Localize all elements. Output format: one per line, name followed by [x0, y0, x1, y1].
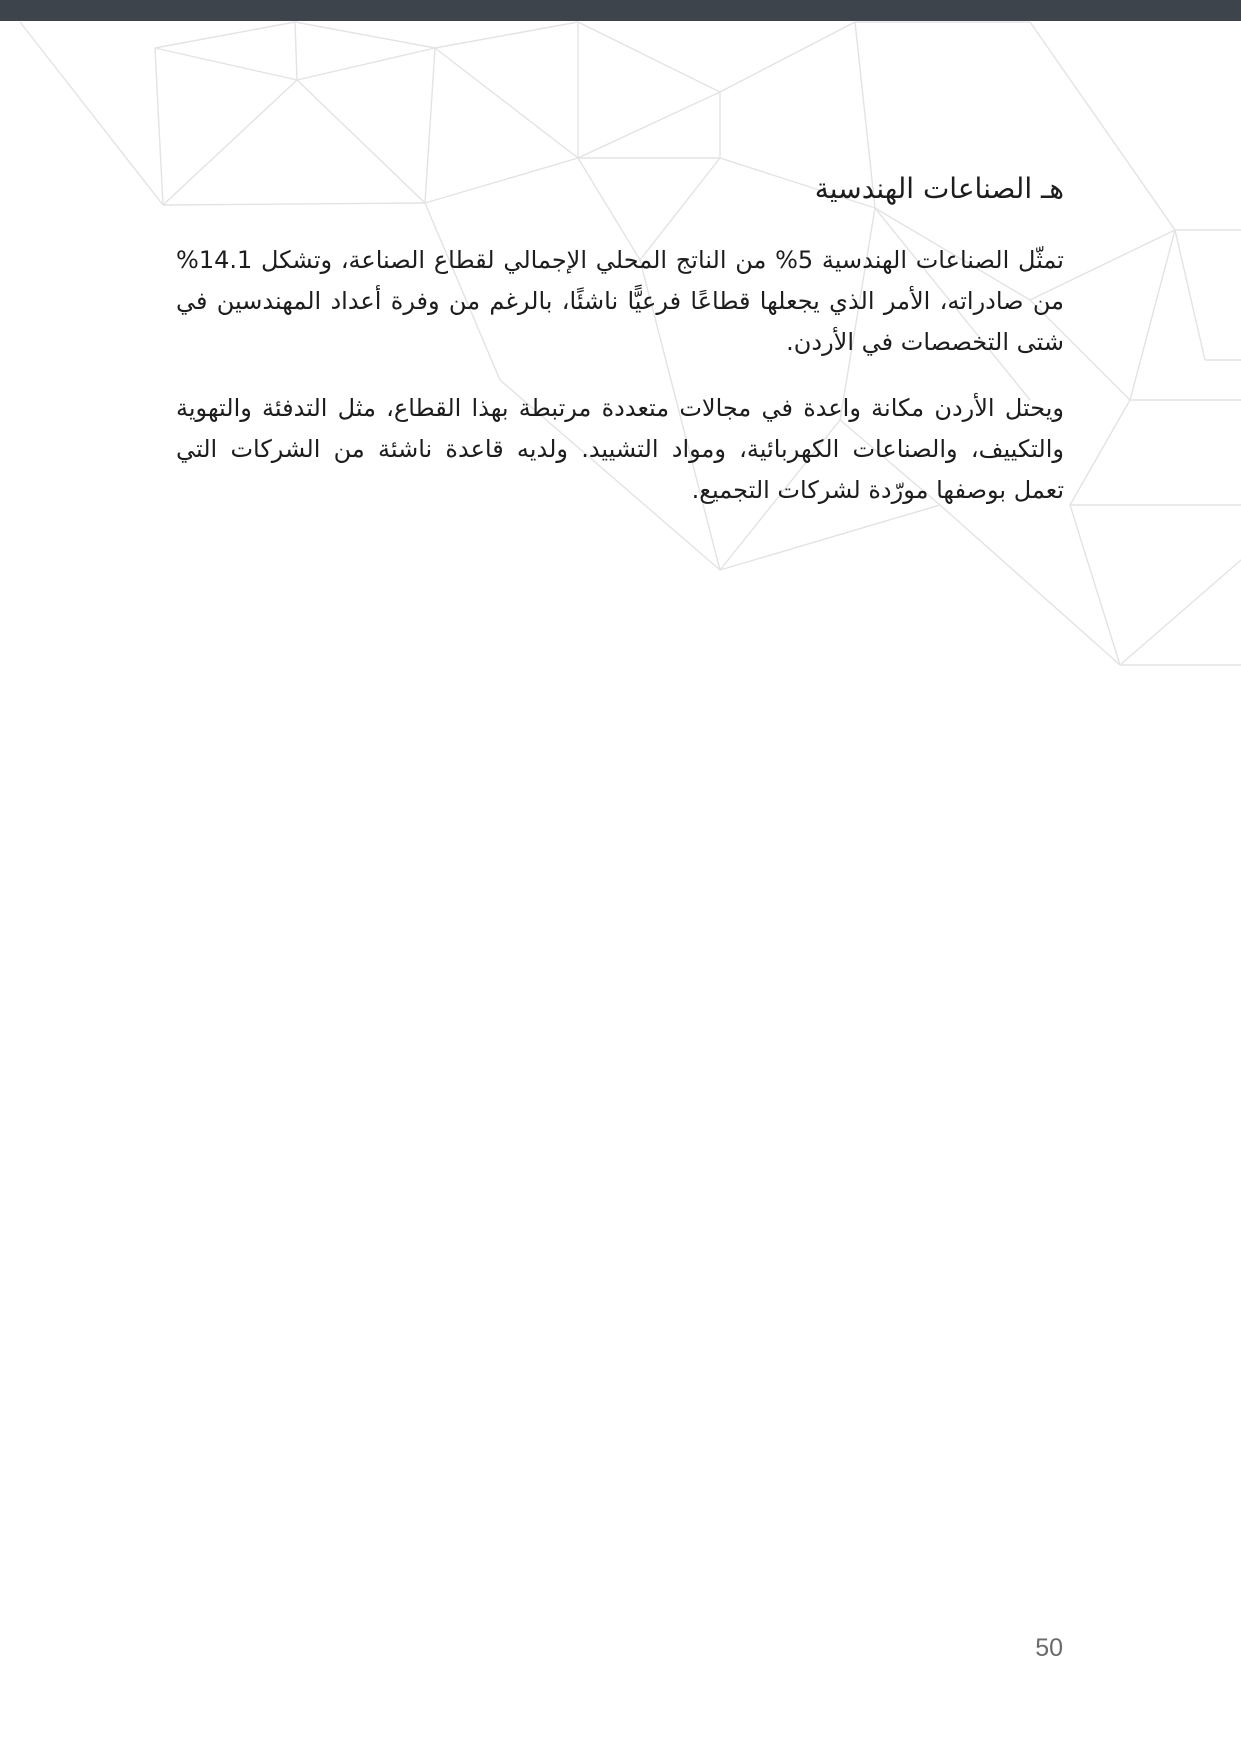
document-body [176, 162, 1064, 536]
paragraph-1: تمثّل الصناعات الهندسية 5% من الناتج المحلي الإجمالي لقطاع الصناعة، وتشكل 14.1% من صادراته، الأمر الذي يجعلها قطاعًا فرعيًّا ناشئًا، بالرغم من وفرة أعداد المهندسين في شتى التخصصات في الأردن. [176, 246, 1064, 356]
page-number: 50 [1035, 1634, 1063, 1662]
section-heading: هـ الصناعات الهندسية [814, 172, 1064, 205]
paragraph-2: ويحتل الأردن مكانة واعدة في مجالات متعددة مرتبطة بهذا القطاع، مثل التدفئة والتهوية والتكييف، والصناعات الكهربائية، ومواد التشييد. ولديه قاعدة ناشئة من الشركات التي تعمل بوصفها مورّدة لشركات التجميع. [176, 394, 1064, 504]
